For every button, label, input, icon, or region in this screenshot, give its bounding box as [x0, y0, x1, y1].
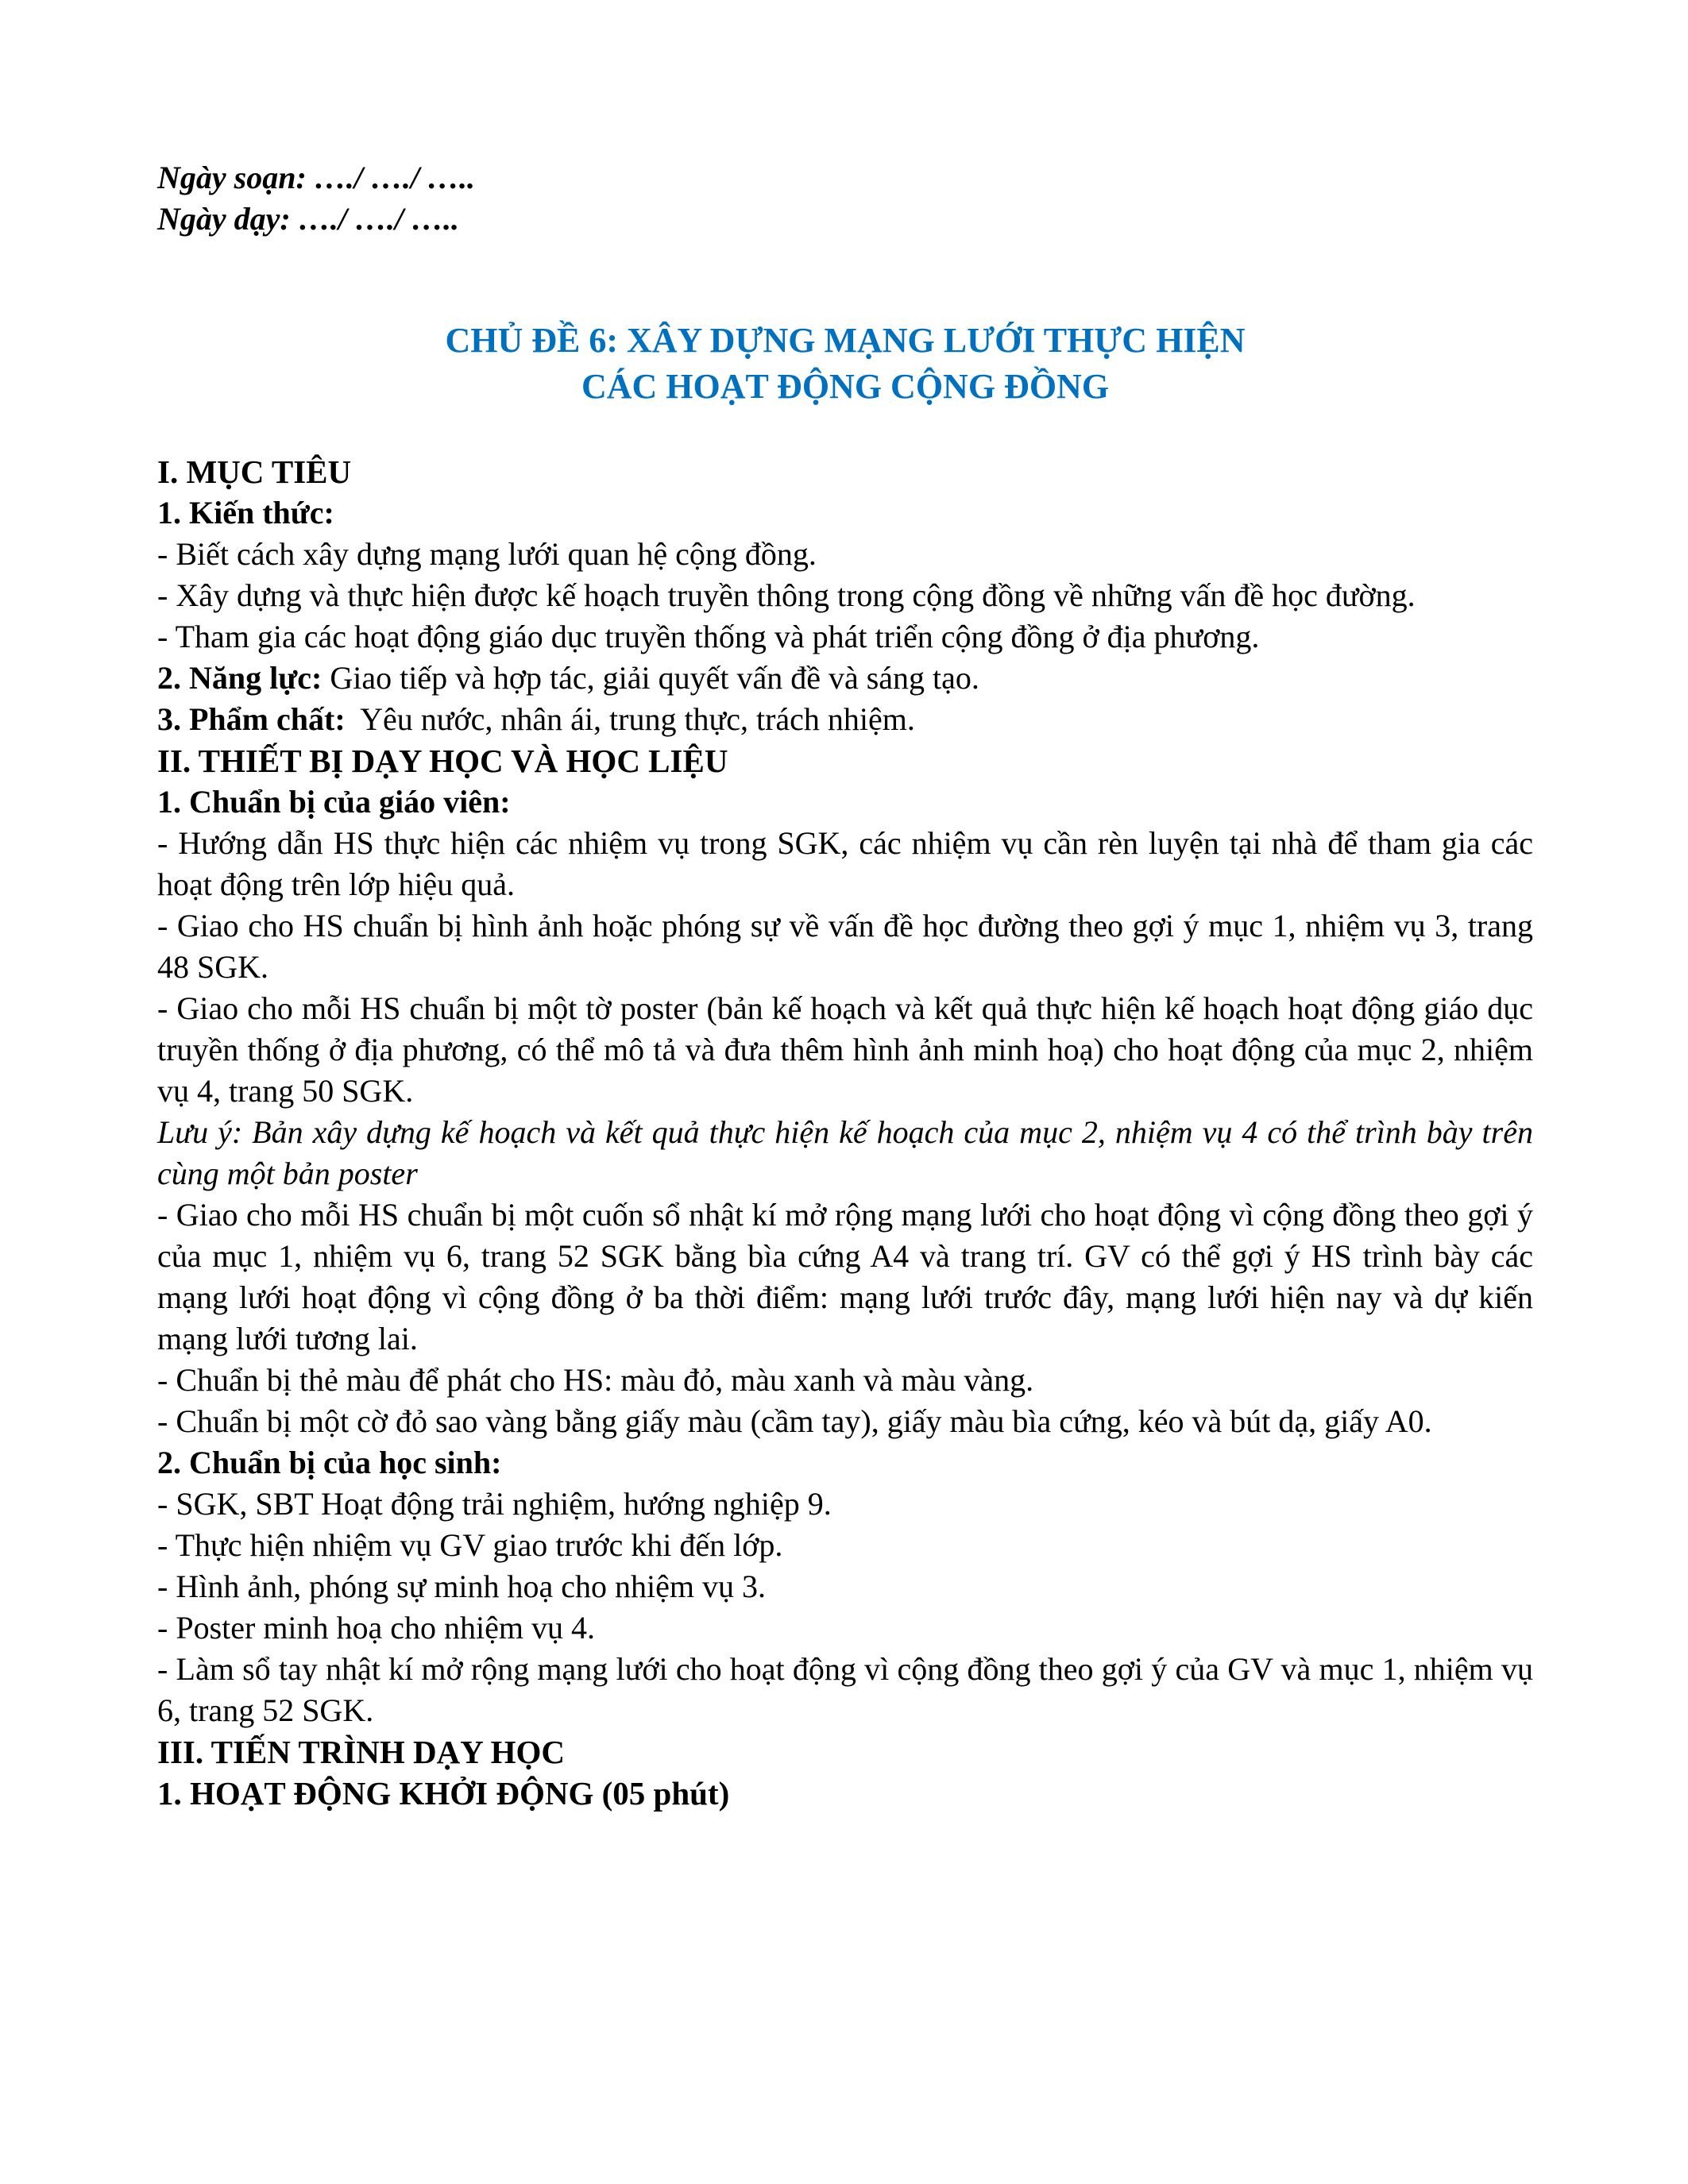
section-heading-objectives: I. MỤC TIÊU — [157, 453, 352, 490]
list-item: - Làm sổ tay nhật kí mở rộng mạng lưới cho hoạt động vì cộng đồng theo gợi ý của GV và mục 1, nhiệm vụ 6, trang 52 SGK. — [157, 1651, 1533, 1728]
subheading-warmup-activity: 1. HOẠT ĐỘNG KHỞI ĐỘNG (05 phút) — [157, 1775, 730, 1812]
note-text: Lưu ý: Bản xây dựng kế hoạch và kết quả thực hiện kế hoạch của mục 2, nhiệm vụ 4 có thể trình bày trên cùng một bản poster — [157, 1114, 1533, 1191]
list-item: - Biết cách xây dựng mạng lưới quan hệ cộng đồng. — [157, 536, 817, 572]
list-item: - Giao cho HS chuẩn bị hình ảnh hoặc phóng sự về vấn đề học đường theo gợi ý mục 1, nhiệm vụ 3, trang 48 SGK. — [157, 908, 1533, 985]
document-title — [157, 318, 1533, 410]
quality-text: Yêu nước, nhân ái, trung thực, trách nhiệm. — [345, 701, 915, 737]
list-item: - Xây dựng và thực hiện được kế hoạch truyền thông trong cộng đồng về những vấn đề học đường. — [157, 577, 1416, 613]
list-item: - Hình ảnh, phóng sự minh hoạ cho nhiệm vụ 3. — [157, 1569, 767, 1604]
prepared-date: Ngày soạn: …./ …./ ….. — [157, 160, 475, 195]
list-item: - SGK, SBT Hoạt động trải nghiệm, hướng nghiệp 9. — [157, 1486, 832, 1522]
list-item: - Chuẩn bị một cờ đỏ sao vàng bằng giấy màu (cầm tay), giấy màu bìa cứng, kéo và bút dạ, giấy A0. — [157, 1403, 1432, 1439]
document-body — [157, 451, 1533, 1814]
section-heading-process: III. TIẾN TRÌNH DẠY HỌC — [157, 1734, 566, 1770]
list-item: - Hướng dẫn HS thực hiện các nhiệm vụ trong SGK, các nhiệm vụ cần rèn luyện tại nhà để tham gia các hoạt động trên lớp hiệu quả. — [157, 825, 1533, 902]
quality-line — [157, 699, 1533, 740]
document-content — [157, 157, 1533, 1814]
competence-text: Giao tiếp và hợp tác, giải quyết vấn đề và sáng tạo. — [322, 660, 979, 696]
competence-label: 2. Năng lực: — [157, 660, 323, 696]
list-item: - Chuẩn bị thẻ màu để phát cho HS: màu đỏ, màu xanh và màu vàng. — [157, 1362, 1034, 1398]
date-block — [157, 157, 1533, 240]
title-line-2: CÁC HOẠT ĐỘNG CỘNG ĐỒNG — [581, 367, 1110, 406]
section-heading-equipment: II. THIẾT BỊ DẠY HỌC VÀ HỌC LIỆU — [157, 743, 728, 779]
quality-label: 3. Phẩm chất: — [157, 701, 346, 737]
taught-date: Ngày dạy: …./ …./ ….. — [157, 201, 459, 237]
list-item: - Tham gia các hoạt động giáo dục truyền thống và phát triển cộng đồng ở địa phương. — [157, 619, 1260, 654]
list-item: - Giao cho mỗi HS chuẩn bị một cuốn sổ nhật kí mở rộng mạng lưới cho hoạt động vì cộng đồng theo gợi ý của mục 1, nhiệm vụ 6, trang 52 SGK bằng bìa cứng A4 và trang trí. GV có thể gợi ý HS trình bày các mạng lưới hoạt động vì cộng đồng ở ba thời điểm: mạng lưới trước đây, mạng lưới hiện nay và dự kiến mạng lưới tương lai. — [157, 1197, 1533, 1356]
title-line-1: CHỦ ĐỀ 6: XÂY DỰNG MẠNG LƯỚI THỰC HIỆN — [445, 321, 1246, 360]
competence-line — [157, 658, 1533, 699]
list-item: - Thực hiện nhiệm vụ GV giao trước khi đến lớp. — [157, 1527, 783, 1563]
subheading-teacher-prep: 1. Chuẩn bị của giáo viên: — [157, 784, 511, 820]
list-item: - Giao cho mỗi HS chuẩn bị một tờ poster (bản kế hoạch và kết quả thực hiện kế hoạch hoạt động giáo dục truyền thống ở địa phương, có thể mô tả và đưa thêm hình ảnh minh hoạ) cho hoạt động của mục 2, nhiệm vụ 4, trang 50 SGK. — [157, 990, 1533, 1109]
list-item: - Poster minh hoạ cho nhiệm vụ 4. — [157, 1610, 596, 1646]
subheading-knowledge: 1. Kiến thức: — [157, 495, 334, 531]
subheading-student-prep: 2. Chuẩn bị của học sinh: — [157, 1445, 502, 1480]
